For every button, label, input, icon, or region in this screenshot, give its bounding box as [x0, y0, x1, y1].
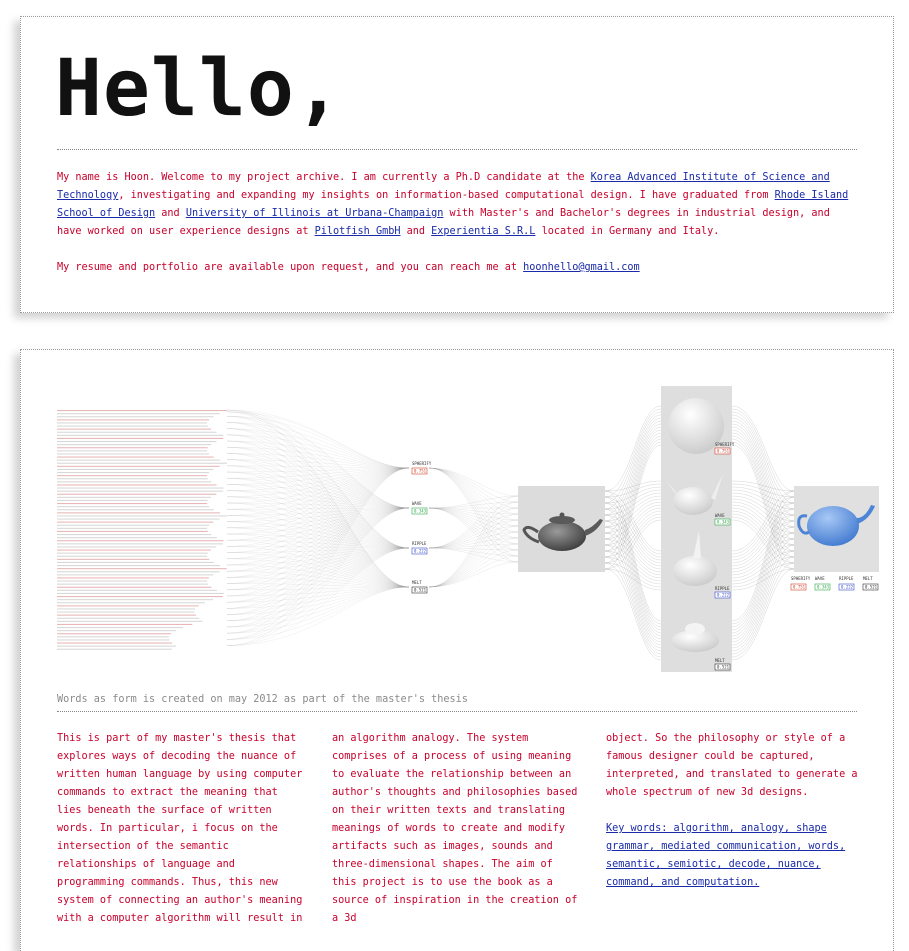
text-line [57, 643, 172, 644]
connection-line [227, 478, 409, 587]
connection-line [732, 484, 794, 497]
text-line [57, 512, 220, 513]
connection-line [605, 551, 661, 651]
text-line [57, 615, 196, 616]
connection-line [605, 539, 661, 645]
param-label: RIPPLE [412, 541, 427, 546]
contact-paragraph [57, 259, 857, 277]
result-param-label: WAVE [815, 576, 825, 581]
result-param-label: MELT [863, 576, 873, 581]
text-line [57, 466, 220, 467]
param-value: 0.343 [414, 508, 427, 514]
text-line [57, 460, 220, 461]
connection-line [227, 508, 409, 602]
text-line [57, 531, 208, 532]
result-param-value: 0.343 [817, 584, 830, 590]
variant-param-label: SPHERIFY [715, 442, 735, 447]
text-line [57, 568, 227, 569]
text-line [57, 639, 169, 640]
intro-paragraph [57, 169, 857, 241]
text-line [57, 416, 214, 417]
connection-line [227, 468, 409, 546]
result-param-value: 0.751 [793, 584, 806, 590]
connection-line [732, 442, 794, 563]
intro-divider [57, 149, 857, 150]
connection-line [429, 548, 518, 562]
connection-line [429, 468, 518, 496]
text-line [57, 618, 199, 619]
text-line [57, 463, 227, 464]
variant-teapots [661, 386, 735, 672]
connection-line [227, 468, 409, 615]
result-param-label: RIPPLE [839, 576, 854, 581]
text-line [57, 435, 223, 436]
intro-card [20, 16, 894, 313]
connection-line [227, 509, 409, 587]
intro-text-segment: My name is Hoon. Welcome to my project archive. I am currently a Ph.D candidate at the [57, 172, 591, 183]
connection-line [429, 502, 518, 587]
text-line [57, 553, 208, 554]
connection-line [429, 468, 518, 538]
result-param-value: 0.521 [865, 584, 878, 590]
intro-text [57, 169, 857, 295]
connection-line [227, 468, 409, 633]
connection-line [732, 481, 794, 491]
text-line [57, 450, 207, 451]
text-line [57, 525, 209, 526]
connection-line [605, 505, 661, 539]
connection-line [605, 557, 661, 584]
connection-line [429, 496, 518, 508]
connection-line [227, 508, 409, 528]
param-label: SPHERIFY [412, 461, 432, 466]
connection-line [429, 538, 518, 587]
text-line [57, 528, 207, 529]
text-line [57, 494, 216, 495]
connection-line [605, 533, 661, 642]
text-line [57, 491, 223, 492]
param-label: WAVE [412, 501, 422, 506]
connection-line [732, 551, 794, 581]
connection-line [605, 527, 661, 639]
result-connection-lines [732, 406, 794, 660]
text-line [57, 590, 217, 591]
text-line [57, 633, 171, 634]
connection-line [429, 468, 518, 508]
text-line [57, 608, 195, 609]
text-line [57, 441, 216, 442]
connection-line [732, 514, 794, 557]
text-line [57, 605, 199, 606]
variant-param-value: 0.343 [717, 519, 730, 525]
connection-line [429, 550, 518, 587]
text-line [57, 519, 220, 520]
intro-text-segment: with Master's and Bachelor's degrees in industrial design, and have worked on user experience designs at [57, 208, 830, 237]
connection-line [605, 520, 661, 569]
connection-line [605, 481, 661, 491]
connection-line [605, 406, 661, 491]
connection-line [227, 508, 409, 608]
text-line [57, 488, 224, 489]
connection-line [227, 468, 409, 491]
connection-line [227, 548, 409, 627]
description-column-2: an algorithm analogy. The system comprises of a process of using meaning to evaluate the relationship between an author's thoughts and philosophies based on their written texts and translating meanings of words to create and modify artifacts such as images, sounds and three-dimensional shapes. The aim of this project is to use the book as a source of inspiration in the creation of a 3d [332, 733, 578, 924]
connection-line [732, 563, 794, 657]
connection-line [227, 548, 409, 571]
connection-line [605, 499, 661, 527]
connection-line [732, 509, 794, 630]
connection-line [227, 412, 409, 548]
link-risd[interactable]: Rhode Island School of Design [57, 190, 849, 219]
connection-line [429, 496, 518, 587]
text-line [57, 506, 209, 507]
connection-line [429, 468, 518, 520]
text-line [57, 503, 207, 504]
text-line [57, 438, 223, 439]
connection-line [227, 466, 409, 587]
text-line [57, 447, 208, 448]
link-uiuc[interactable]: University of Illinois at Urbana-Champaign [185, 208, 444, 219]
connection-line [227, 416, 409, 508]
connection-line [605, 427, 661, 533]
connection-line [227, 478, 409, 548]
text-line [57, 584, 208, 585]
key-words-link[interactable]: Key words: algorithm, analogy, shape grammar, mediated communication, words, semantic, semiotic, decode, nuance, command, and computation. [606, 823, 846, 888]
text-line [57, 630, 176, 631]
connection-line [429, 508, 518, 550]
connection-line [605, 527, 661, 569]
text-line [57, 537, 217, 538]
connection-line [732, 569, 794, 590]
variant-param-label: WAVE [715, 513, 725, 518]
text-line [57, 562, 214, 563]
result-param-value: 0.222 [841, 584, 854, 590]
connection-line [732, 515, 794, 563]
email-link[interactable]: hoonhello@gmail.com [523, 262, 640, 273]
connection-line [732, 509, 794, 560]
text-line [57, 556, 207, 557]
text-line [57, 472, 209, 473]
intro-text-segment: and [400, 226, 432, 237]
variant-param-label: RIPPLE [715, 586, 730, 591]
contact-text: My resume and portfolio are available upon request, and you can reach me at [57, 262, 524, 273]
connection-line [429, 468, 518, 556]
intro-text-segment: and [155, 208, 186, 219]
connection-line [227, 412, 409, 468]
connection-line [227, 441, 409, 548]
link-experientia[interactable]: Experientia S.R.L [431, 226, 536, 237]
connection-line [605, 514, 661, 557]
text-line [57, 636, 169, 637]
connection-line [227, 410, 409, 468]
param-value: 0.521 [414, 587, 427, 593]
text-line [57, 475, 207, 476]
text-line [57, 497, 211, 498]
connection-line [227, 441, 409, 468]
words-as-form-diagram [57, 386, 878, 674]
connection-line [605, 487, 661, 503]
text-line [57, 599, 213, 600]
text-line [57, 571, 219, 572]
result-param-label: SPHERIFY [791, 576, 811, 581]
connection-line [227, 548, 409, 633]
connection-line [429, 508, 518, 514]
connection-line [227, 468, 409, 522]
text-line [57, 522, 213, 523]
connection-line [227, 468, 409, 571]
connection-line [227, 468, 409, 646]
text-line [57, 646, 176, 647]
connection-line [429, 520, 518, 587]
connection-line [732, 545, 794, 578]
text-line [57, 426, 208, 427]
text-line [57, 621, 202, 622]
project-divider [57, 711, 857, 712]
connection-line [227, 447, 409, 508]
connection-line [732, 412, 794, 503]
text-line [57, 484, 217, 485]
text-line [57, 612, 194, 613]
connection-line [227, 508, 409, 646]
result-teapot-image [794, 486, 879, 572]
key-words [606, 820, 859, 892]
connection-line [227, 587, 409, 627]
param-label: MELT [412, 580, 422, 585]
parameter-column [412, 461, 432, 593]
connection-line [605, 545, 661, 578]
text-line [57, 432, 217, 433]
connection-line [732, 415, 794, 509]
result-parameter-labels [791, 576, 878, 590]
link-pilotfish[interactable]: Pilotfish GmbH [314, 226, 401, 237]
text-line [57, 546, 216, 547]
text-line [57, 602, 205, 603]
text-line [57, 469, 213, 470]
text-line [57, 649, 172, 650]
connection-line [732, 421, 794, 521]
text-line [57, 478, 208, 479]
connection-line [732, 436, 794, 551]
connection-line [227, 447, 409, 468]
connection-line [227, 508, 409, 577]
text-line [57, 429, 211, 430]
connection-line [227, 587, 409, 633]
param-value: 0.751 [414, 468, 427, 474]
connection-line [429, 508, 518, 538]
text-line [57, 422, 207, 423]
connection-line [227, 416, 409, 468]
connection-line [429, 508, 518, 532]
variant-connection-lines [605, 406, 661, 660]
connection-line [605, 533, 661, 572]
source-text-block [57, 410, 227, 650]
connection-line [429, 548, 518, 550]
text-line [57, 593, 224, 594]
text-line [57, 624, 192, 625]
connection-line [227, 468, 409, 602]
intro-text-segment: located in Germany and Italy. [535, 226, 720, 237]
description-column-3-text: object. So the philosophy or style of a famous designer could be captured, interpreted, and translated to generate a whole spectrum of new 3d designs. [606, 733, 858, 798]
connection-line [429, 468, 518, 562]
text-line [57, 543, 223, 544]
param-value: 0.222 [414, 548, 427, 554]
description-column-3 [606, 730, 859, 892]
variant-param-value: 0.751 [717, 448, 730, 454]
connection-line [429, 496, 518, 548]
text-line [57, 559, 209, 560]
text-line [57, 509, 214, 510]
base-teapot-image [518, 486, 605, 572]
connection-line [605, 415, 661, 509]
connection-line [429, 468, 518, 514]
connection-line [227, 412, 409, 587]
text-line [57, 596, 223, 597]
connection-lines [227, 410, 518, 646]
text-line [57, 627, 183, 628]
connection-line [227, 587, 409, 639]
text-line [57, 500, 208, 501]
hello-heading: Hello, [55, 44, 343, 134]
text-line [57, 457, 214, 458]
connection-line [227, 508, 409, 633]
text-line [57, 540, 224, 541]
connection-line [732, 521, 794, 636]
intro-text-segment: , investigating and expanding my insights on information-based computational design. I have graduated from [118, 190, 775, 201]
text-line [57, 534, 211, 535]
variant-param-value: 0.222 [717, 592, 730, 598]
connection-line [429, 508, 518, 556]
connection-line [227, 508, 409, 553]
variant-param-label: MELT [715, 658, 725, 663]
text-line [57, 587, 211, 588]
text-line [57, 410, 227, 411]
connection-line [732, 551, 794, 651]
connection-line [429, 526, 518, 548]
connection-line [429, 548, 518, 556]
project-card [20, 349, 894, 951]
connection-line [227, 447, 409, 548]
text-line [57, 515, 227, 516]
text-line [57, 565, 220, 566]
connection-line [227, 435, 409, 587]
connection-line [227, 468, 409, 590]
text-line [57, 419, 209, 420]
connection-line [605, 557, 661, 654]
text-line [57, 550, 211, 551]
connection-line [732, 433, 794, 545]
connection-line [227, 508, 409, 522]
text-line [57, 577, 209, 578]
description-column-1: This is part of my master's thesis that explores ways of decoding the nuance of written human language by using computer commands to extract the meaning that lies beneath the surface of written words. In particular, i focus on the intersection of the semantic relationships of language and programming commands. Thus, this new system of connecting an author's meaning with a computer algorithm will result in [57, 733, 303, 924]
connection-line [227, 468, 409, 515]
variant-param-value: 0.521 [717, 664, 730, 670]
project-caption: Words as form is created on may 2012 as part of the master's thesis [57, 694, 468, 705]
connection-line [227, 468, 409, 627]
connection-line [732, 496, 794, 521]
connection-line [732, 427, 794, 533]
text-line [57, 481, 211, 482]
connection-line [732, 545, 794, 648]
text-line [57, 413, 220, 414]
connection-line [227, 466, 409, 468]
link-kaist[interactable]: Korea Advanced Institute of Science and Technology [57, 172, 830, 201]
connection-line [227, 587, 409, 646]
connection-line [227, 453, 409, 587]
connection-line [605, 418, 661, 515]
connection-line [732, 569, 794, 660]
text-line [57, 444, 211, 445]
connection-line [429, 556, 518, 587]
connection-line [227, 468, 409, 540]
text-line [57, 581, 207, 582]
connection-line [605, 421, 661, 521]
connection-line [605, 563, 661, 657]
text-line [57, 453, 209, 454]
text-line [57, 574, 213, 575]
